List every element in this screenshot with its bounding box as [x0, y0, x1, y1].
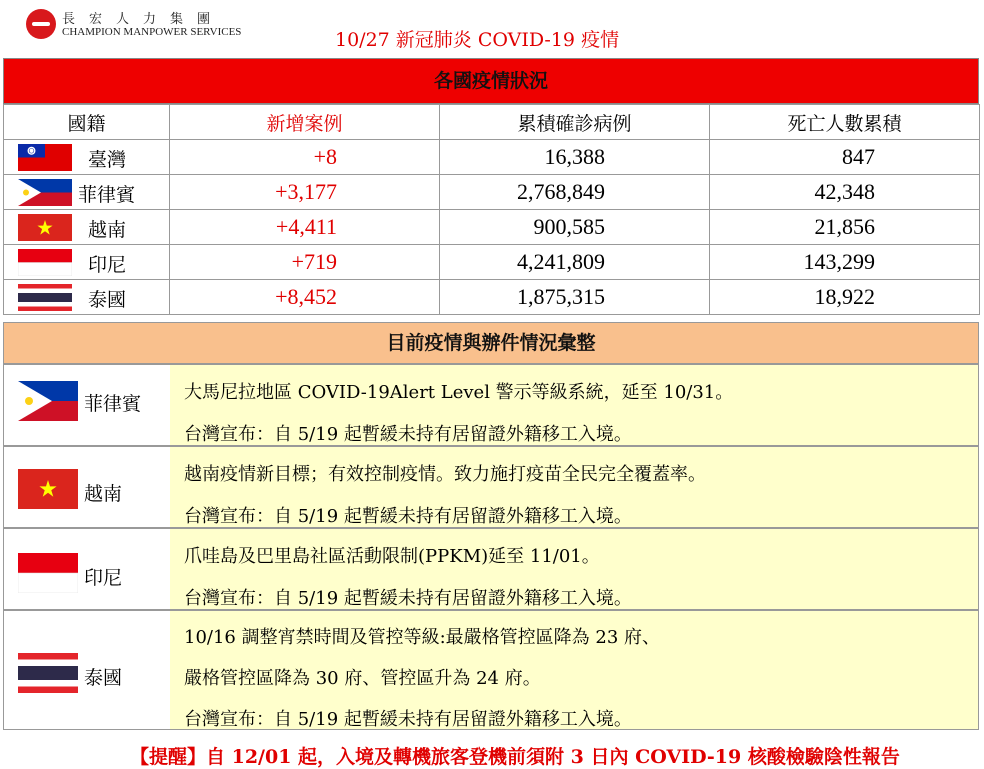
summary-section-heading-text: 目前疫情與辦件情況彙整 — [386, 332, 596, 354]
new-cases: +8 — [170, 140, 440, 175]
country-name: 菲律賓 — [78, 184, 136, 206]
table-row — [4, 245, 980, 280]
summary-note-line: 越南疫情新目標；有效控制疫情。致力施打疫苗全民完全覆蓋率。 — [184, 464, 706, 485]
page-title: 10/27 新冠肺炎 COVID-19 疫情 — [335, 29, 620, 51]
col-header-deaths: 死亡人數累積 — [710, 105, 980, 140]
country-name: 印尼 — [88, 254, 127, 276]
status-section-heading — [3, 58, 979, 104]
new-cases: +8,452 — [170, 280, 440, 315]
country-name: 泰國 — [88, 289, 127, 311]
summary-country-cell — [4, 611, 171, 729]
total-cases: 1,875,315 — [440, 280, 710, 315]
company-name-en: CHAMPION MANPOWER SERVICES — [62, 26, 242, 38]
summary-notes — [170, 611, 978, 729]
company-logo-icon — [26, 9, 56, 39]
summary-country-cell — [4, 447, 171, 527]
philippines-flag-icon — [18, 381, 78, 421]
col-header-country: 國籍 — [4, 105, 170, 140]
philippines-flag-icon — [18, 179, 72, 206]
vietnam-flag-icon — [18, 469, 78, 509]
summary-country-name: 菲律賓 — [84, 393, 142, 415]
indonesia-flag-icon — [18, 553, 78, 593]
summary-country-cell — [4, 529, 171, 609]
deaths: 143,299 — [710, 245, 980, 280]
summary-note-line: 嚴格管控區降為 30 府、管控區升為 24 府。 — [184, 668, 541, 689]
deaths: 847 — [710, 140, 980, 175]
summary-country-cell — [4, 365, 171, 445]
status-table — [3, 104, 980, 315]
table-row — [4, 175, 980, 210]
country-cell — [4, 175, 170, 210]
country-cell — [4, 280, 170, 315]
total-cases: 4,241,809 — [440, 245, 710, 280]
summary-row — [3, 610, 979, 730]
summary-notes — [170, 365, 978, 445]
summary-country-name: 印尼 — [84, 567, 123, 589]
total-cases: 16,388 — [440, 140, 710, 175]
country-cell — [4, 140, 170, 175]
summary-note-line: 台灣宣布：自 5/19 起暫緩未持有居留證外籍移工入境。 — [184, 588, 632, 609]
summary-note-line: 大馬尼拉地區 COVID-19Alert Level 警示等級系統，延至 10/31。 — [184, 382, 734, 403]
summary-row — [3, 364, 979, 446]
header — [0, 0, 984, 56]
new-cases: +4,411 — [170, 210, 440, 245]
summary-note-line: 台灣宣布：自 5/19 起暫緩未持有居留證外籍移工入境。 — [184, 506, 632, 527]
summary-notes — [170, 447, 978, 527]
new-cases: +3,177 — [170, 175, 440, 210]
reminder-text: 【提醒】自 12/01 起，入境及轉機旅客登機前須附 3 日內 COVID-19 核酸檢驗陰性報告 — [130, 746, 900, 768]
summary-country-name: 泰國 — [84, 667, 123, 689]
summary-note-line: 10/16 調整宵禁時間及管控等級:最嚴格管控區降為 23 府、 — [184, 627, 661, 648]
table-row — [4, 280, 980, 315]
country-cell — [4, 245, 170, 280]
total-cases: 900,585 — [440, 210, 710, 245]
summary-note-line: 台灣宣布：自 5/19 起暫緩未持有居留證外籍移工入境。 — [184, 709, 632, 730]
summary-country-name: 越南 — [84, 483, 123, 505]
country-cell — [4, 210, 170, 245]
table-row — [4, 140, 980, 175]
deaths: 18,922 — [710, 280, 980, 315]
company-name-zh: 長宏人力集團 — [62, 12, 225, 27]
indonesia-flag-icon — [18, 249, 72, 276]
vietnam-flag-icon — [18, 214, 72, 241]
col-header-new: 新增案例 — [170, 105, 440, 140]
country-name: 臺灣 — [88, 149, 127, 171]
thailand-flag-icon — [18, 653, 78, 693]
summary-section-heading — [3, 322, 979, 364]
deaths: 21,856 — [710, 210, 980, 245]
summary-row — [3, 528, 979, 610]
deaths: 42,348 — [710, 175, 980, 210]
summary-row — [3, 446, 979, 528]
summary-notes — [170, 529, 978, 609]
summary-note-line: 台灣宣布：自 5/19 起暫緩未持有居留證外籍移工入境。 — [184, 424, 632, 445]
total-cases: 2,768,849 — [440, 175, 710, 210]
new-cases: +719 — [170, 245, 440, 280]
col-header-total: 累積確診病例 — [440, 105, 710, 140]
country-name: 越南 — [88, 219, 127, 241]
status-table-header — [4, 105, 980, 140]
status-section-heading-text: 各國疫情狀況 — [433, 70, 548, 92]
thailand-flag-icon — [18, 284, 72, 311]
table-row — [4, 210, 980, 245]
taiwan-flag-icon — [18, 144, 72, 171]
summary-note-line: 爪哇島及巴里島社區活動限制(PPKM)延至 11/01。 — [184, 546, 600, 567]
